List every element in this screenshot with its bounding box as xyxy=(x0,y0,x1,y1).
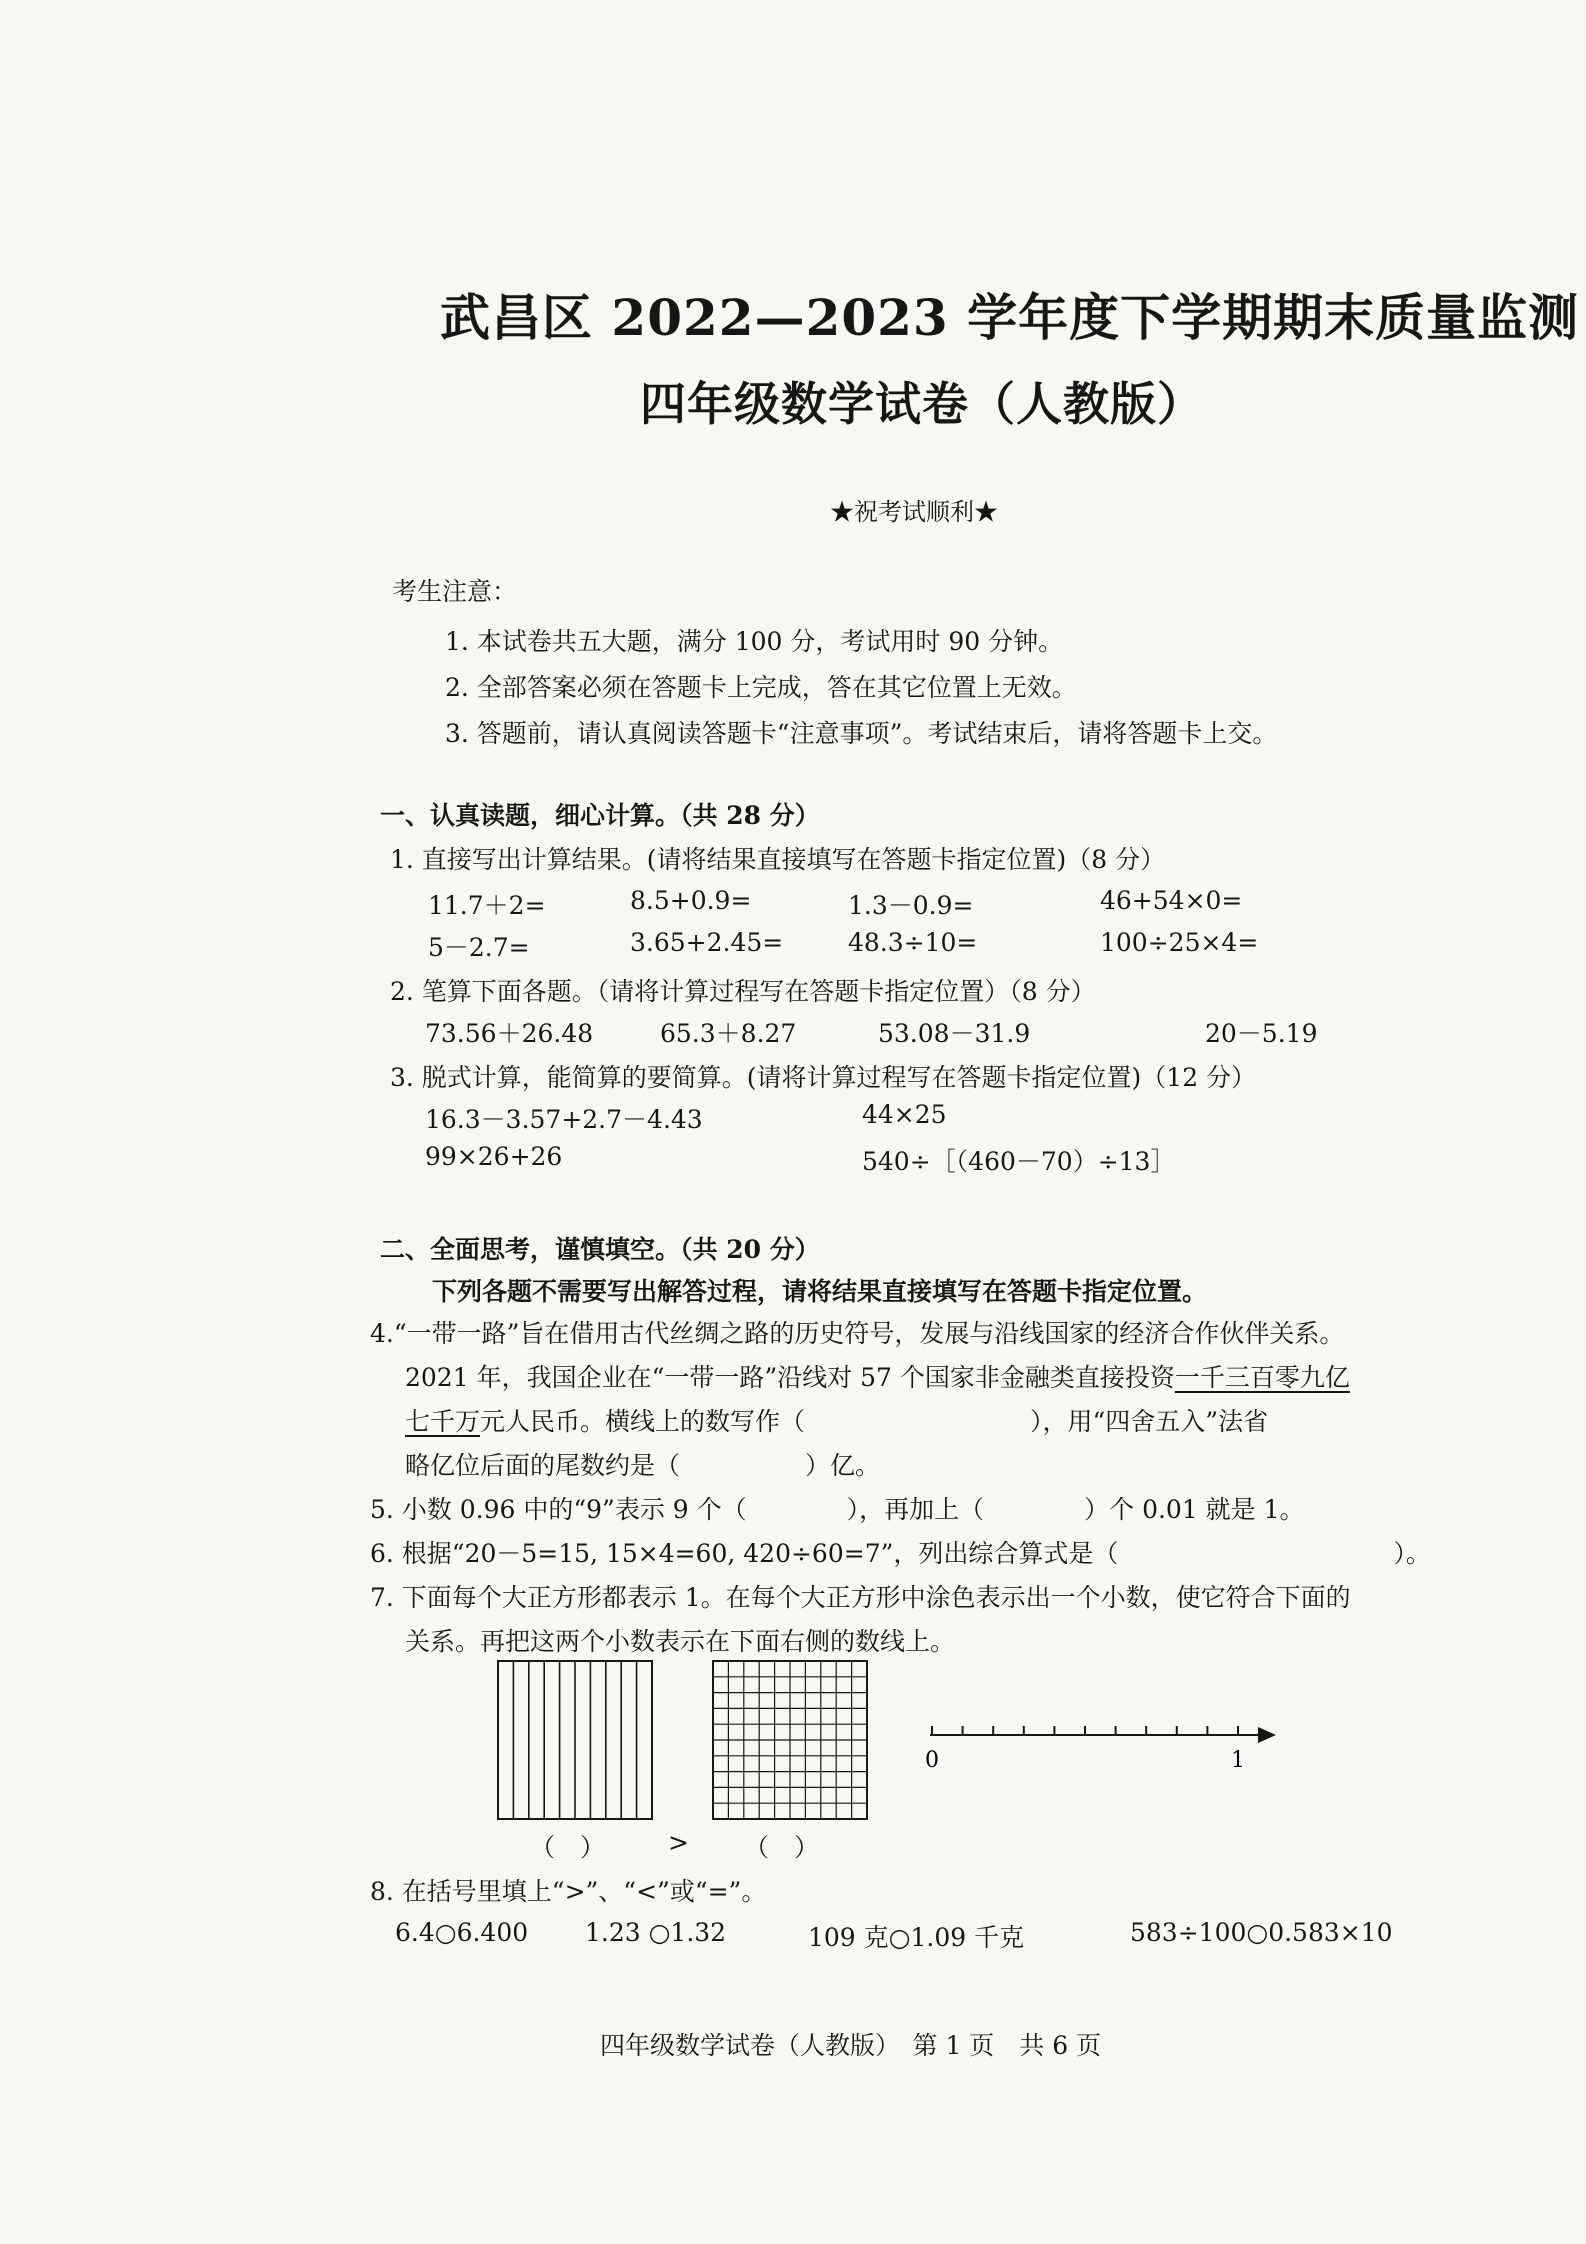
q7-line1: 7. 下面每个大正方形都表示 1。在每个大正方形中涂色表示出一个小数，使它符合下面的 xyxy=(370,1583,1351,1612)
q3-item-2: 44×25 xyxy=(862,1100,947,1129)
page-footer: 四年级数学试卷（人教版） 第 1 页 共 6 页 xyxy=(600,2031,1102,2060)
q7-compare-sign: > xyxy=(668,1828,689,1857)
q1-r1-c2: 8.5+0.9= xyxy=(630,886,752,915)
good-luck-line: ★祝考试顺利★ xyxy=(830,498,998,526)
q4-line3 xyxy=(405,1402,1268,1438)
q4-line1: 4.“一带一路”旨在借用古代丝绸之路的历史符号，发展与沿线国家的经济合作伙伴关系。 xyxy=(370,1319,1345,1348)
notice-item-1: 1. 本试卷共五大题，满分 100 分，考试用时 90 分钟。 xyxy=(445,627,1064,656)
q4-line2-text: 2021 年，我国企业在“一带一路”沿线对 57 个国家非金融类直接投资 xyxy=(405,1363,1175,1392)
q1-r1-c1: 11.7＋2= xyxy=(428,891,546,920)
q8-item-3: 109 克○1.09 千克 xyxy=(808,1923,1025,1952)
q4-line2 xyxy=(405,1358,1350,1394)
number-line xyxy=(920,1705,1280,1775)
q4-underlined-number-part2: 七千万 xyxy=(405,1407,481,1436)
q6-text: 6. 根据“20－5=15, 15×4=60, 420÷60=7”，列出综合算式是（ ）。 xyxy=(370,1539,1431,1568)
q1-r1-c3: 1.3－0.9= xyxy=(848,891,974,920)
q8-item-1: 6.4○6.400 xyxy=(395,1918,529,1947)
q1-r2-c2: 3.65+2.45= xyxy=(630,928,784,957)
q8-item-4: 583÷100○0.583×10 xyxy=(1130,1918,1393,1947)
exam-title: 武昌区 2022—2023 学年度下学期期末质量监测 xyxy=(440,288,1580,347)
exam-subtitle: 四年级数学试卷（人教版） xyxy=(640,377,1204,431)
number-line-label-1: 1 xyxy=(1231,1748,1245,1773)
number-line-arrow-icon xyxy=(1258,1727,1276,1743)
q1-text: 1. 直接写出计算结果。(请将结果直接填写在答题卡指定位置)（8 分） xyxy=(390,845,1166,874)
notice-item-3: 3. 答题前，请认真阅读答题卡“注意事项”。考试结束后，请将答题卡上交。 xyxy=(445,719,1278,748)
section2-heading: 二、全面思考，谨慎填空。（共 20 分） xyxy=(380,1235,820,1264)
q8-text: 8. 在括号里填上“>”、“<”或“=”。 xyxy=(370,1877,767,1906)
q2-item-3: 53.08－31.9 xyxy=(878,1019,1031,1048)
q2-item-1: 73.56＋26.48 xyxy=(425,1019,594,1048)
q7-blank-right: （ ） xyxy=(744,1833,820,1862)
number-line-label-0: 0 xyxy=(925,1748,939,1773)
q8-item-2: 1.23 ○1.32 xyxy=(585,1918,727,1947)
q4-line3-text: 元人民币。横线上的数写作（ ），用“四舍五入”法省 xyxy=(480,1407,1269,1436)
notice-heading: 考生注意： xyxy=(392,577,518,606)
q3-text: 3. 脱式计算，能简算的要简算。(请将计算过程写在答题卡指定位置)（12 分） xyxy=(390,1063,1257,1092)
hundredths-grid-square xyxy=(712,1660,868,1820)
q2-item-4: 20－5.19 xyxy=(1205,1019,1318,1048)
q1-r1-c4: 46+54×0= xyxy=(1100,886,1243,915)
tenths-grid-square xyxy=(497,1660,653,1820)
section2-instruction: 下列各题不需要写出解答过程，请将结果直接填写在答题卡指定位置。 xyxy=(432,1277,1208,1306)
q4-line4: 略亿位后面的尾数约是（ ）亿。 xyxy=(405,1451,881,1480)
q1-r2-c4: 100÷25×4= xyxy=(1100,928,1259,957)
q1-r2-c1: 5－2.7= xyxy=(428,933,530,962)
q1-r2-c3: 48.3÷10= xyxy=(848,928,978,957)
q3-item-3: 99×26+26 xyxy=(425,1142,563,1171)
notice-item-2: 2. 全部答案必须在答题卡上完成，答在其它位置上无效。 xyxy=(445,673,1077,702)
section1-heading: 一、认真读题，细心计算。（共 28 分） xyxy=(380,801,820,830)
q5-text: 5. 小数 0.96 中的“9”表示 9 个（ ），再加上（ ）个 0.01 就是 1。 xyxy=(370,1495,1305,1524)
q3-item-1: 16.3－3.57+2.7－4.43 xyxy=(425,1105,703,1134)
q2-text: 2. 笔算下面各题。（请将计算过程写在答题卡指定位置）（8 分） xyxy=(390,977,1096,1006)
q2-item-2: 65.3＋8.27 xyxy=(660,1019,797,1048)
q3-item-4: 540÷［（460－70）÷13］ xyxy=(862,1147,1176,1176)
q4-underlined-number-part1: 一千三百零九亿 xyxy=(1174,1363,1350,1392)
q7-line2: 关系。再把这两个小数表示在下面右侧的数线上。 xyxy=(405,1627,956,1656)
q7-blank-left: （ ） xyxy=(530,1833,606,1862)
